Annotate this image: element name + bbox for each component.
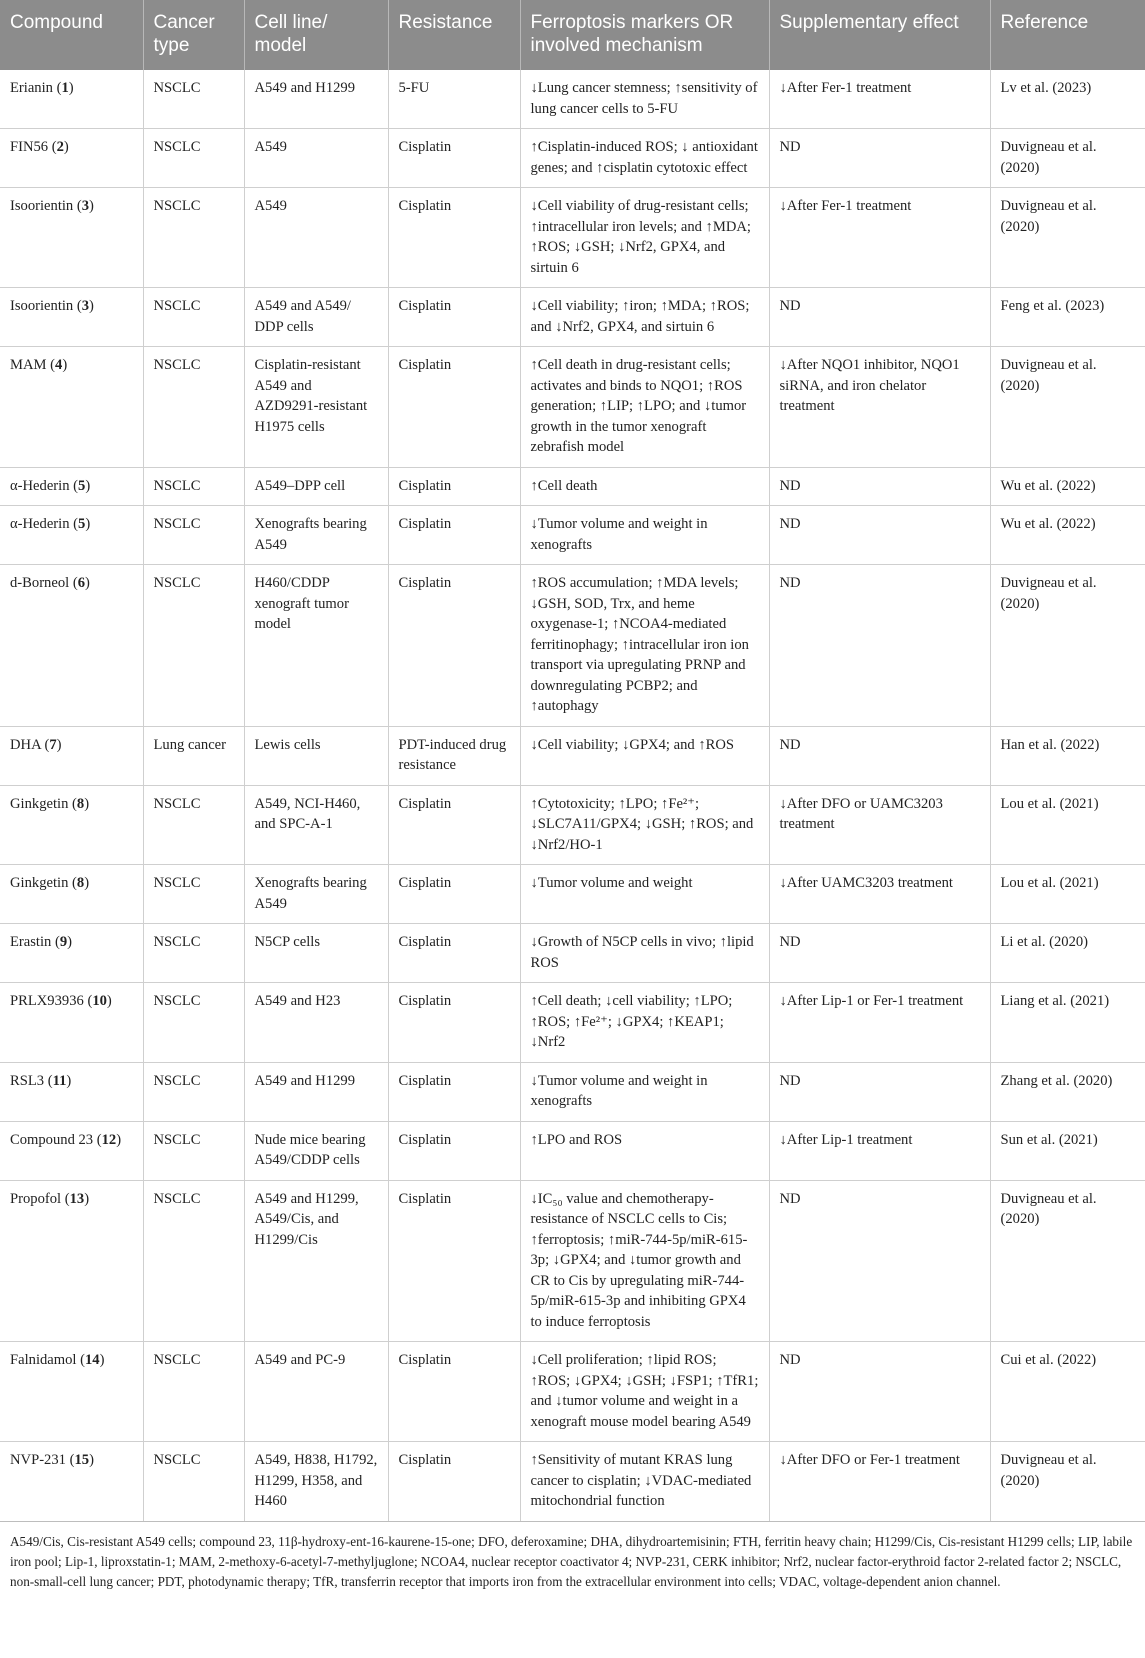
mechanism-cell: ↓Growth of N5CP cells in vivo; ↑lipid ROS — [520, 924, 769, 983]
supplementary-effect-cell: ND — [769, 467, 990, 506]
resistance-cell: Cisplatin — [388, 565, 520, 727]
compound-cell: Ginkgetin (8) — [0, 785, 143, 865]
reference-cell: Wu et al. (2022) — [990, 467, 1145, 506]
cell-line-cell: A549 and H1299 — [244, 1062, 388, 1121]
compound-cell: d-Borneol (6) — [0, 565, 143, 727]
cell-line-cell: A549, NCI-H460, and SPC-A-1 — [244, 785, 388, 865]
reference-cell: Duvigneau et al. (2020) — [990, 347, 1145, 468]
cell-line-cell: A549, H838, H1792, H1299, H358, and H460 — [244, 1442, 388, 1522]
compound-cell: α-Hederin (5) — [0, 506, 143, 565]
resistance-cell: Cisplatin — [388, 1180, 520, 1342]
table-row — [0, 865, 1145, 924]
mechanism-cell: ↑LPO and ROS — [520, 1121, 769, 1180]
cancer-type-cell: NSCLC — [143, 785, 244, 865]
mechanism-cell: ↓Lung cancer stemness; ↑sensitivity of lung cancer cells to 5-FU — [520, 70, 769, 129]
compound-name: NVP-231 — [10, 1452, 66, 1468]
compound-number: 12 — [101, 1131, 117, 1148]
compound-name: α-Hederin — [10, 477, 70, 494]
table-row — [0, 288, 1145, 347]
mechanism-cell: ↓Tumor volume and weight in xenografts — [520, 1062, 769, 1121]
resistance-cell: 5-FU — [388, 70, 520, 129]
resistance-cell: Cisplatin — [388, 983, 520, 1063]
header-compound: Compound — [0, 0, 143, 70]
table-row — [0, 983, 1145, 1063]
table-body — [0, 70, 1145, 1521]
compound-number: 8 — [76, 795, 85, 812]
compound-cell: Isoorientin (3) — [0, 288, 143, 347]
reference-cell: Duvigneau et al. (2020) — [990, 188, 1145, 288]
compound-name: d-Borneol — [10, 575, 70, 591]
supplementary-effect-cell: ND — [769, 1062, 990, 1121]
supplementary-effect-cell: ND — [769, 924, 990, 983]
compound-name: RSL3 — [10, 1072, 45, 1089]
compound-cell: NVP-231 (15) — [0, 1442, 143, 1522]
table-row — [0, 129, 1145, 188]
mechanism-cell: ↓Tumor volume and weight in xenografts — [520, 506, 769, 565]
table-row — [0, 785, 1145, 865]
resistance-cell: PDT-induced drug resistance — [388, 726, 520, 785]
cancer-type-cell: NSCLC — [143, 467, 244, 506]
compound-number: 10 — [92, 993, 107, 1009]
reference-cell: Lou et al. (2021) — [990, 865, 1145, 924]
cancer-type-cell: NSCLC — [143, 1442, 244, 1522]
mechanism-cell: ↑Cell death in drug-resistant cells; activates and binds to NQO1; ↑ROS generation; ↑LIP; ↑LPO; and ↓tumor growth in the tumor xenograft zebrafish model — [520, 347, 769, 468]
compound-number: 5 — [78, 477, 86, 494]
resistance-cell: Cisplatin — [388, 865, 520, 924]
header-cancer-type: Cancer type — [143, 0, 244, 70]
compound-number: 14 — [85, 1352, 100, 1368]
compound-number: 15 — [74, 1452, 90, 1468]
compound-name: Isoorientin — [10, 198, 74, 214]
table-row — [0, 188, 1145, 288]
supplementary-effect-cell: ND — [769, 726, 990, 785]
compound-number: 8 — [76, 875, 85, 891]
compound-name: Erastin — [10, 934, 52, 950]
table-row — [0, 565, 1145, 727]
cancer-type-cell: NSCLC — [143, 983, 244, 1063]
compound-name: Ginkgetin — [10, 795, 69, 812]
resistance-cell: Cisplatin — [388, 288, 520, 347]
compound-number: 5 — [78, 516, 86, 532]
compound-cell: DHA (7) — [0, 726, 143, 785]
mechanism-cell: ↑Sensitivity of mutant KRAS lung cancer to cisplatin; ↓VDAC-mediated mitochondrial function — [520, 1442, 769, 1522]
mechanism-cell: ↑Cell death — [520, 467, 769, 506]
reference-cell: Liang et al. (2021) — [990, 983, 1145, 1063]
compound-number: 7 — [49, 736, 57, 753]
header-row — [0, 0, 1145, 70]
resistance-cell: Cisplatin — [388, 1442, 520, 1522]
mechanism-cell: ↑Cell death; ↓cell viability; ↑LPO; ↑ROS; ↑Fe²⁺; ↓GPX4; ↑KEAP1; ↓Nrf2 — [520, 983, 769, 1063]
compound-name: α-Hederin — [10, 516, 70, 532]
cancer-type-cell: NSCLC — [143, 1062, 244, 1121]
table-row — [0, 1442, 1145, 1522]
cell-line-cell: H460/CDDP xenograft tumor model — [244, 565, 388, 727]
reference-cell: Duvigneau et al. (2020) — [990, 565, 1145, 727]
cell-line-cell: Lewis cells — [244, 726, 388, 785]
table-header — [0, 0, 1145, 70]
mechanism-cell: ↓IC₅₀ value and chemotherapy-resistance of NSCLC cells to Cis; ↑ferroptosis; ↑miR-744-5p/miR-615-3p; ↓GPX4; and ↓tumor growth and CR to Cis by upregulating miR-744-5p/miR-615-3p and inhibiting GPX4 to induce ferroptosis — [520, 1180, 769, 1342]
cell-line-cell: A549 and A549/ DDP cells — [244, 288, 388, 347]
supplementary-effect-cell: ND — [769, 1342, 990, 1442]
cancer-type-cell: NSCLC — [143, 1180, 244, 1342]
resistance-cell: Cisplatin — [388, 467, 520, 506]
header-reference: Reference — [990, 0, 1145, 70]
compound-name: Erianin — [10, 80, 53, 96]
reference-cell: Cui et al. (2022) — [990, 1342, 1145, 1442]
table-row — [0, 726, 1145, 785]
compound-name: Compound 23 — [10, 1131, 94, 1148]
compound-cell: Compound 23 (12) — [0, 1121, 143, 1180]
table-row — [0, 467, 1145, 506]
supplementary-effect-cell: ND — [769, 1180, 990, 1342]
cell-line-cell: A549 and H23 — [244, 983, 388, 1063]
supplementary-effect-cell: ND — [769, 565, 990, 727]
cancer-type-cell: NSCLC — [143, 506, 244, 565]
cancer-type-cell: NSCLC — [143, 129, 244, 188]
table-row — [0, 1062, 1145, 1121]
supplementary-effect-cell: ND — [769, 288, 990, 347]
mechanism-cell: ↑Cytotoxicity; ↑LPO; ↑Fe²⁺; ↓SLC7A11/GPX4; ↓GSH; ↑ROS; and ↓Nrf2/HO-1 — [520, 785, 769, 865]
resistance-cell: Cisplatin — [388, 785, 520, 865]
table-row — [0, 70, 1145, 129]
cancer-type-cell: NSCLC — [143, 288, 244, 347]
table-row — [0, 506, 1145, 565]
resistance-cell: Cisplatin — [388, 924, 520, 983]
resistance-cell: Cisplatin — [388, 1062, 520, 1121]
compound-name: Falnidamol — [10, 1352, 77, 1368]
cell-line-cell: A549 and PC-9 — [244, 1342, 388, 1442]
compound-name: FIN56 — [10, 139, 49, 155]
compound-cell: MAM (4) — [0, 347, 143, 468]
reference-cell: Han et al. (2022) — [990, 726, 1145, 785]
header-supplementary-effect: Supplementary effect — [769, 0, 990, 70]
supplementary-effect-cell: ↓After DFO or UAMC3203 treatment — [769, 785, 990, 865]
table-footnote: A549/Cis, Cis-resistant A549 cells; compound 23, 11β-hydroxy-ent-16-kaurene-15-one; DFO, deferoxamine; DHA, dihydroartemisinin; FTH, ferritin heavy chain; H1299/Cis, Cis-resistant H1299 cells; LIP, labile iron pool; Lip-1, liproxstatin-1; MAM, 2-methoxy-6-acetyl-7-methyljuglone; NCOA4, nuclear receptor coactivator 4; NVP-231, CERK inhibitor; Nrf2, nuclear factor-erythroid factor 2-related factor 2; NSCLC, non-small-cell lung cancer; PDT, photodynamic therapy; TfR, transferrin receptor that imports iron from the extracellular environment into cells; VDAC, voltage-dependent anion channel. — [10, 1533, 1133, 1589]
resistance-cell: Cisplatin — [388, 129, 520, 188]
table-row — [0, 1342, 1145, 1442]
header-resistance: Resistance — [388, 0, 520, 70]
reference-cell: Duvigneau et al. (2020) — [990, 129, 1145, 188]
reference-cell: Duvigneau et al. (2020) — [990, 1442, 1145, 1522]
cell-line-cell: A549–DPP cell — [244, 467, 388, 506]
cell-line-cell: Nude mice bearing A549/CDDP cells — [244, 1121, 388, 1180]
supplementary-effect-cell: ↓After Lip-1 treatment — [769, 1121, 990, 1180]
header-cell-line: Cell line/ model — [244, 0, 388, 70]
cancer-type-cell: NSCLC — [143, 565, 244, 727]
compound-cell: Propofol (13) — [0, 1180, 143, 1342]
mechanism-cell: ↓Cell viability; ↑iron; ↑MDA; ↑ROS; and ↓Nrf2, GPX4, and sirtuin 6 — [520, 288, 769, 347]
supplementary-effect-cell: ND — [769, 129, 990, 188]
compound-cell: α-Hederin (5) — [0, 467, 143, 506]
cell-line-cell: Xenografts bearing A549 — [244, 865, 388, 924]
compound-number: 11 — [52, 1072, 67, 1089]
compound-name: Propofol — [10, 1190, 62, 1207]
cancer-type-cell: NSCLC — [143, 188, 244, 288]
reference-cell: Feng et al. (2023) — [990, 288, 1145, 347]
cancer-type-cell: NSCLC — [143, 347, 244, 468]
reference-cell: Zhang et al. (2020) — [990, 1062, 1145, 1121]
mechanism-cell: ↓Cell proliferation; ↑lipid ROS; ↑ROS; ↓GPX4; ↓GSH; ↓FSP1; ↑TfR1; and ↓tumor volume and weight in a xenograft mouse model bearing A549 — [520, 1342, 769, 1442]
compound-cell: Isoorientin (3) — [0, 188, 143, 288]
compound-cell: Ginkgetin (8) — [0, 865, 143, 924]
compound-number: 4 — [55, 357, 63, 373]
mechanism-cell: ↑ROS accumulation; ↑MDA levels; ↓GSH, SOD, Trx, and heme oxygenase-1; ↑NCOA4-mediated ferritinophagy; ↑intracellular iron ion transport via upregulating PRNP and downregulating PCBP2; and ↑autophagy — [520, 565, 769, 727]
reference-cell: Wu et al. (2022) — [990, 506, 1145, 565]
compound-name: DHA — [10, 736, 41, 753]
supplementary-effect-cell: ↓After NQO1 inhibitor, NQO1 siRNA, and iron chelator treatment — [769, 347, 990, 468]
reference-cell: Duvigneau et al. (2020) — [990, 1180, 1145, 1342]
resistance-cell: Cisplatin — [388, 188, 520, 288]
supplementary-effect-cell: ↓After DFO or Fer-1 treatment — [769, 1442, 990, 1522]
compound-cell: Erastin (9) — [0, 924, 143, 983]
supplementary-effect-cell: ↓After Fer-1 treatment — [769, 70, 990, 129]
compound-name: Isoorientin — [10, 298, 74, 314]
compound-number: 2 — [56, 139, 64, 155]
cancer-type-cell: NSCLC — [143, 924, 244, 983]
resistance-cell: Cisplatin — [388, 1121, 520, 1180]
compound-number: 9 — [59, 934, 68, 950]
supplementary-effect-cell: ↓After UAMC3203 treatment — [769, 865, 990, 924]
compound-name: Ginkgetin — [10, 875, 69, 891]
compound-cell: PRLX93936 (10) — [0, 983, 143, 1063]
cell-line-cell: Xenografts bearing A549 — [244, 506, 388, 565]
cell-line-cell: Cisplatin-resistant A549 and AZD9291-resistant H1975 cells — [244, 347, 388, 468]
cancer-type-cell: NSCLC — [143, 1342, 244, 1442]
compound-number: 1 — [61, 80, 69, 96]
supplementary-effect-cell: ↓After Fer-1 treatment — [769, 188, 990, 288]
table-row — [0, 924, 1145, 983]
cancer-type-cell: NSCLC — [143, 70, 244, 129]
reference-cell: Lou et al. (2021) — [990, 785, 1145, 865]
compound-cell: Falnidamol (14) — [0, 1342, 143, 1442]
table-row — [0, 1121, 1145, 1180]
resistance-cell: Cisplatin — [388, 347, 520, 468]
header-mechanism: Ferroptosis markers OR involved mechanism — [520, 0, 769, 70]
cell-line-cell: A549 — [244, 129, 388, 188]
cell-line-cell: A549 and H1299 — [244, 70, 388, 129]
resistance-cell: Cisplatin — [388, 506, 520, 565]
mechanism-cell: ↓Cell viability; ↓GPX4; and ↑ROS — [520, 726, 769, 785]
compound-cell: RSL3 (11) — [0, 1062, 143, 1121]
compound-name: PRLX93936 — [10, 993, 84, 1009]
compound-number: 6 — [77, 575, 85, 591]
cancer-type-cell: NSCLC — [143, 1121, 244, 1180]
cell-line-cell: A549 — [244, 188, 388, 288]
compound-number: 13 — [69, 1190, 85, 1207]
cancer-type-cell: Lung cancer — [143, 726, 244, 785]
mechanism-cell: ↓Cell viability of drug-resistant cells; ↑intracellular iron levels; and ↑MDA; ↑ROS; ↓GSH; ↓Nrf2, GPX4, and sirtuin 6 — [520, 188, 769, 288]
mechanism-cell: ↑Cisplatin-induced ROS; ↓ antioxidant genes; and ↑cisplatin cytotoxic effect — [520, 129, 769, 188]
mechanism-cell: ↓Tumor volume and weight — [520, 865, 769, 924]
supplementary-effect-cell: ND — [769, 506, 990, 565]
reference-cell: Li et al. (2020) — [990, 924, 1145, 983]
supplementary-effect-cell: ↓After Lip-1 or Fer-1 treatment — [769, 983, 990, 1063]
cell-line-cell: A549 and H1299, A549/Cis, and H1299/Cis — [244, 1180, 388, 1342]
compound-cell: FIN56 (2) — [0, 129, 143, 188]
cancer-type-cell: NSCLC — [143, 865, 244, 924]
resistance-cell: Cisplatin — [388, 1342, 520, 1442]
compound-name: MAM — [10, 357, 47, 373]
reference-cell: Sun et al. (2021) — [990, 1121, 1145, 1180]
reference-cell: Lv et al. (2023) — [990, 70, 1145, 129]
compound-cell: Erianin (1) — [0, 70, 143, 129]
compound-number: 3 — [81, 298, 90, 314]
compound-number: 3 — [81, 198, 90, 214]
table-row — [0, 1180, 1145, 1342]
table-row — [0, 347, 1145, 468]
cell-line-cell: N5CP cells — [244, 924, 388, 983]
